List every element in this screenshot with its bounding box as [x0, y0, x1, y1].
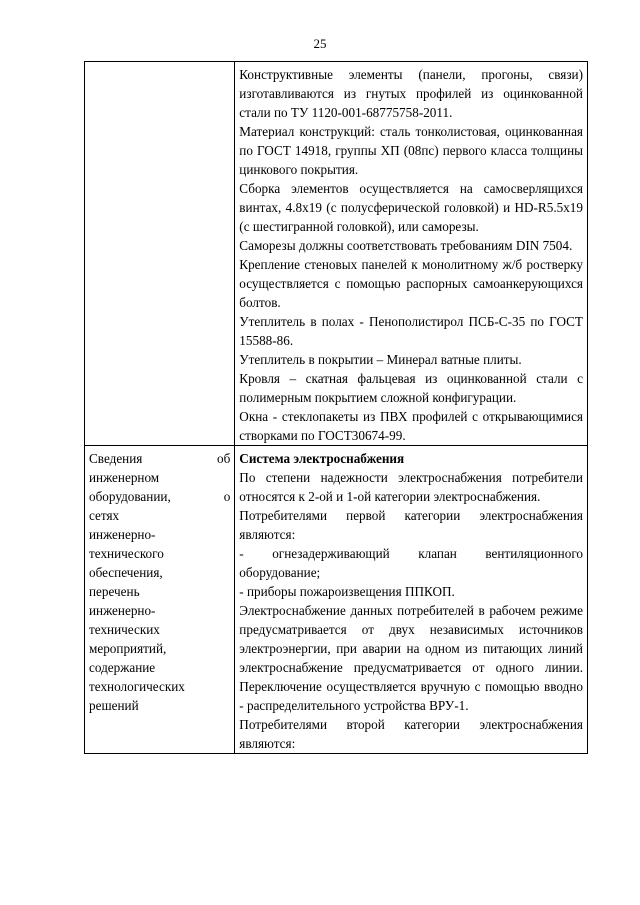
list-item-fire-valve: - огнезадерживающий клапан вентиляционного оборудование;	[239, 546, 583, 580]
table-cell-section-title	[85, 446, 235, 754]
paragraph-windows: Окна - стеклопакеты из ПВХ профилей с открывающимися створками по ГОСТ30674-99.	[239, 409, 583, 443]
paragraph-screws: Саморезы должны соответствовать требованиям DIN 7504.	[239, 238, 573, 253]
page-number: 25	[313, 36, 327, 51]
section-title-line: технического	[89, 546, 164, 561]
paragraph-second-category: Потребителями второй категории электроснабжения являются:	[239, 717, 583, 751]
section-title-line: технологических	[89, 679, 185, 694]
section-heading: Система электроснабжения	[239, 451, 405, 466]
section-title-line: инженерно-	[89, 527, 156, 542]
specification-table	[84, 61, 588, 754]
table-row	[85, 62, 588, 446]
section-title-line: перечень	[89, 584, 140, 599]
paragraph-structural-elements: Конструктивные элементы (панели, прогоны, связи) изготавливаются из гнутых профилей из оцинкованной стали по ТУ 1120-001-68775758-2011.	[239, 67, 583, 120]
paragraph-reliability: По степени надежности электроснабжения потребители относятся к 2-ой и 1-ой категории электроснабжения.	[239, 470, 583, 504]
section-title-line: сетях	[89, 508, 120, 523]
section-title-line: инженерном	[89, 470, 160, 485]
paragraph-assembly: Сборка элементов осуществляется на самосверлящихся винтах, 4.8х19 (с полусферической головкой) и HD-R5.5x19 (с шестигранной головкой), или саморезы.	[239, 181, 583, 234]
section-title-line: мероприятий,	[89, 641, 167, 656]
paragraph-roof-insulation: Утеплитель в покрытии – Минерал ватные плиты.	[239, 352, 522, 367]
table-cell-power-supply	[235, 446, 588, 754]
section-title-line: решений	[89, 698, 139, 713]
paragraph-floor-insulation: Утеплитель в полах - Пенополистирол ПСБ-С-35 по ГОСТ 15588-86.	[239, 314, 583, 348]
paragraph-first-category: Потребителями первой категории электроснабжения являются:	[239, 508, 583, 542]
section-title-line: технических	[89, 622, 160, 637]
section-title-line: инженерно-	[89, 603, 156, 618]
table-row	[85, 446, 588, 754]
paragraph-roofing: Кровля – скатная фальцевая из оцинкованной стали с полимерным покрытием сложной конфигурации.	[239, 371, 583, 405]
paragraph-material: Материал конструкций: сталь тонколистовая, оцинкованная по ГОСТ 14918, группы ХП (08пс) первого класса толщины цинкового покрытия.	[239, 124, 583, 177]
paragraph-power-mode: Электроснабжение данных потребителей в рабочем режиме предусматривается от двух независимых источников электроэнергии, при аварии на одном из питающих линий электроснабжение предусматривается от одного линии. Переключение осуществляется вручную с помощью вводно - распределительного устройства ВРУ-1.	[239, 603, 583, 713]
table-cell-empty	[85, 62, 235, 446]
table-cell-construction	[235, 62, 588, 446]
section-title-line: Сведения об	[89, 451, 231, 466]
section-title-line: оборудовании, о	[89, 489, 231, 504]
section-title-line: содержание	[89, 660, 156, 675]
section-title-line: обеспечения,	[89, 565, 163, 580]
paragraph-wall-fastening: Крепление стеновых панелей к монолитному ж/б ростверку осуществляется с помощью распорных самоанкерующихся болтов.	[239, 257, 583, 310]
list-item-fire-alarm: - приборы пожароизвещения ППКОП.	[239, 584, 455, 599]
